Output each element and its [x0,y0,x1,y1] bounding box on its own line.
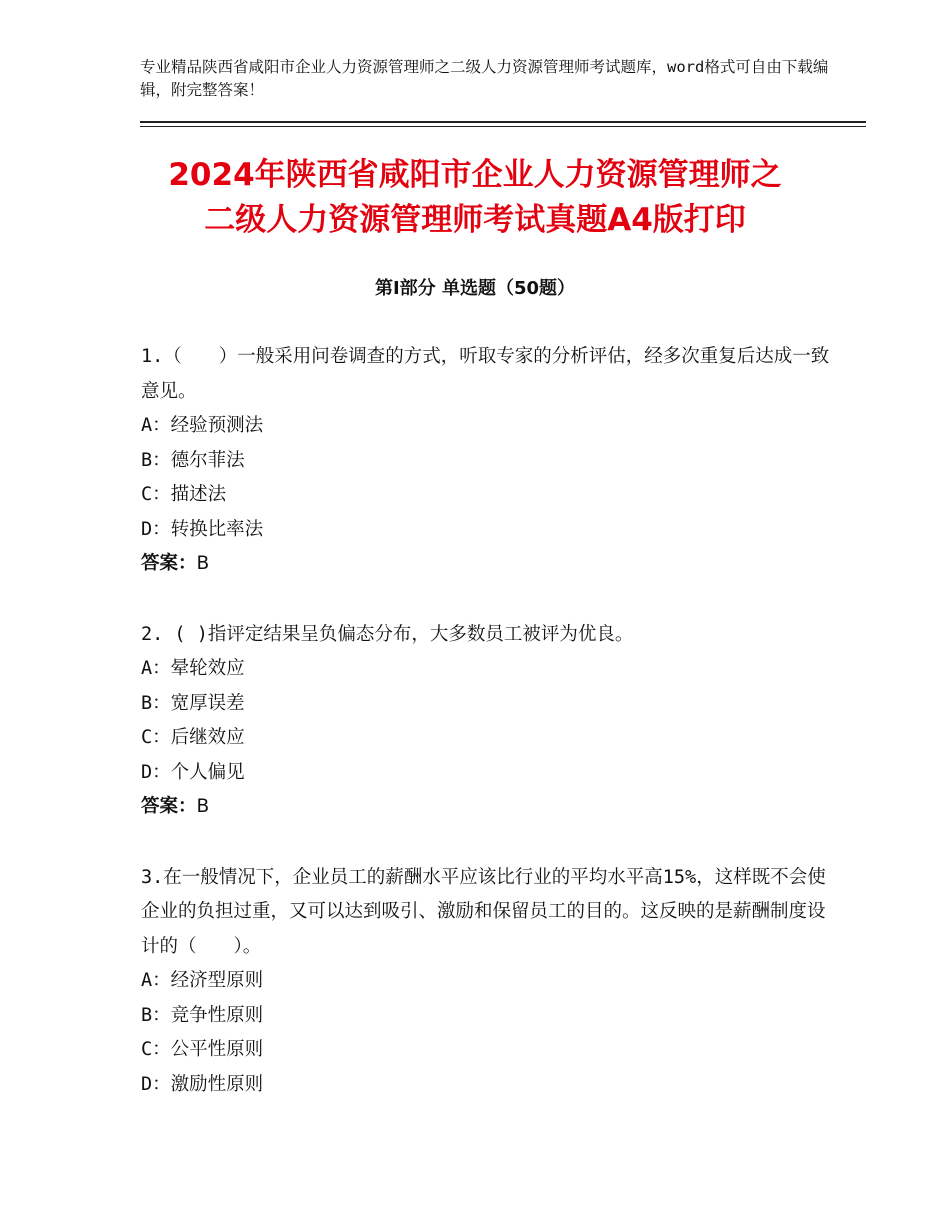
option-d: D：个人偏见 [141,761,245,783]
option-b: B：宽厚误差 [141,692,245,714]
option-c: C：后继效应 [141,727,245,748]
option-d: D：转换比率法 [141,518,264,540]
document-title [100,153,850,243]
question-3 [141,861,841,1103]
option-a: A：晕轮效应 [141,658,245,679]
section-title: 第Ⅰ部分 单选题（50题） [374,278,575,299]
option-a: A：经济型原则 [141,970,264,991]
option-a: A：经验预测法 [141,415,264,436]
question-2 [141,618,841,825]
header-rule-thick [140,121,866,123]
option-c: C：描述法 [141,484,227,505]
option-d: D：激励性原则 [141,1073,264,1095]
answer-value: B [196,796,210,817]
question-stem: 1.（ ）一般采用问卷调查的方式，听取专家的分析评估，经多次重复后达成一致意见。 [141,346,830,402]
option-c: C：公平性原则 [141,1039,264,1060]
question-list [141,340,841,1138]
title-line-2: 二级人力资源管理师考试真题A4版打印 [204,202,746,238]
answer-label: 答案： [141,796,197,817]
question-stem: 3.在一般情况下，企业员工的薪酬水平应该比行业的平均水平高15%，这样既不会使企业的负担过重，又可以达到吸引、激励和保留员工的目的。这反映的是薪酬制度设计的（ ）。 [141,866,826,957]
answer-label: 答案： [141,553,197,574]
option-b: B：竞争性原则 [141,1004,264,1026]
question-stem: 2. ( )指评定结果呈负偏态分布，大多数员工被评为优良。 [141,623,634,645]
answer-line [141,547,841,582]
answer-value: B [196,553,210,574]
title-line-1: 2024年陕西省咸阳市企业人力资源管理师之 [168,157,782,193]
header-rule-thin [140,126,866,127]
question-1 [141,340,841,582]
header-note: 专业精品陕西省咸阳市企业人力资源管理师之二级人力资源管理师考试题库，word格式可自由下载编辑，附完整答案！ [140,58,829,99]
answer-line [141,790,841,825]
option-b: B：德尔菲法 [141,449,245,471]
